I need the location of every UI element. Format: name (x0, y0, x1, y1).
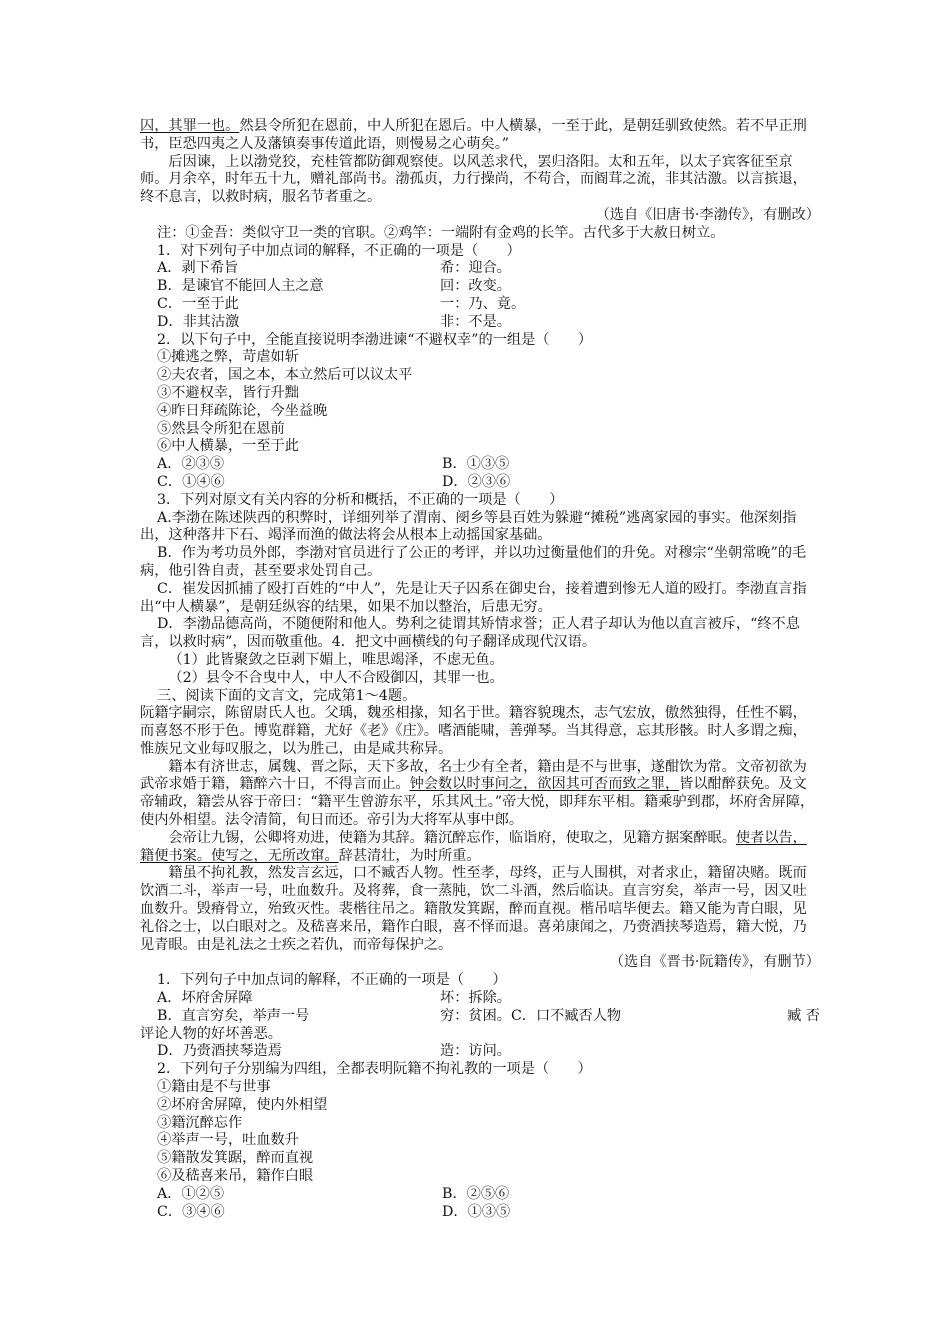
passage1-para2: 后因谏，上以渤党狡，充桂管都防御观察使。以风恙求代，罢归洛阳。太和五年，以太子宾客征至京师。月余卒，时年五十九，赠礼部尚书。渤孤贞，力行操尚，不苟合，而阍茸之流，非其沽激。以言摈退，终不息言，以救时病，服名节者重之。 (140, 153, 807, 206)
underlined-sentence: 囚，其罪一也。 (140, 118, 240, 134)
passage2-para1: 阮籍字嗣宗，陈留尉氏人也。父瑀，魏丞相掾，知名于世。籍容貌瑰杰，志气宏放，傲然独得，任性不羁，而喜怒不形于色。博览群籍，尤好《老》《庄》。嗜酒能啸，善弹琴。当其得意，忘其形骸。时人多谓之痴，惟族兄文业每叹服之，以为胜己，由是咸共称异。 (140, 705, 807, 757)
translation-item: （1）此皆聚敛之臣剥下媚上，唯思竭泽，不虑无鱼。 (168, 651, 504, 668)
option-row: A．①②⑤ B．②⑤⑥ (157, 1185, 510, 1202)
option-row: A．坏府舍屏障 坏：拆除。 (157, 990, 511, 1007)
option-row: B．是谏官不能回人主之意 回：改变。 (157, 278, 511, 295)
footnote: 注：①金吾：类似守卫一类的官职。②鸡竿：一端附有金鸡的长竿。古代多于大赦日树立。 (157, 224, 725, 241)
question-stem: 3．下列对原文有关内容的分析和概括，不正确的一项是（ ） (157, 491, 564, 508)
question-stem: 2．以下句子中，全能直接说明李渤进谏“不避权幸”的一组是（ ） (157, 331, 593, 348)
option-row: B．直言穷矣，举声一号 穷：贫困。C．口不臧否人物 臧 否 (157, 1007, 820, 1024)
option-row: C．一至于此 一：乃、竟。 (157, 295, 526, 312)
passage2-para3: 会帝让九锡，公卿将劝进，使籍为其辞。籍沉醉忘作，临诣府，使取之，见籍方据案醉眠。使者以告，籍便书案。使写之，无所改窜。辞甚清壮，为时所重。 (140, 829, 807, 864)
option-row: A．剥下希旨 希：迎合。 (157, 260, 511, 277)
option-paragraph: B．作为考功员外郎，李渤对官员进行了公正的考评，并以功过衡量他们的升免。对穆宗“坐朝常晚”的毛病，他引咎自责，甚至要求处罚自己。 (140, 545, 807, 579)
underlined-sentence: 钟会数以时事问之，欲因其可否而致之罪， (409, 776, 680, 793)
section-heading: 三、阅读下面的文言文，完成第1～4题。 (157, 687, 417, 704)
option-row: D．乃赍酒挟琴造焉 造：访问。 (157, 1043, 511, 1060)
option-paragraph: D．李渤品德高尚，不随便附和他人。势利之徒谓其矫情求誉；正人君子却认为他以直言被斥，“终不息言，以救时病”，因而敬重他。4．把文中画横线的句子翻译成现代汉语。 (140, 616, 800, 651)
option-paragraph: C．崔发因抓捕了殴打百姓的“中人”，先是让天子囚系在御史台，接着遭到惨无人道的殴打。李渤直言指出“中人横暴”，是朝廷纵容的结果，如果不加以整治，后患无穷。 (140, 580, 807, 615)
question-stem: 1．对下列句子中加点词的解释，不正确的一项是（ ） (157, 242, 521, 259)
option-continuation: 评论人物的好坏善恶。 (140, 1025, 282, 1042)
option-row: C．①④⑥ D．②③⑥ (157, 473, 511, 490)
question-stem: 1．下列句子中加点词的解释，不正确的一项是（ ） (157, 972, 507, 989)
option-row: D．非其沽激 非：不是。 (157, 313, 511, 330)
document-page (140, 118, 820, 1221)
passage2-para2: 籍本有济世志，属魏、晋之际，天下多故，名士少有全者，籍由是不与世事，遂酣饮为常。文帝初欲为武帝求婚于籍，籍醉六十日，不得言而止。钟会数以时事问之，欲因其可否而致之罪，皆以酣醉获免。及文帝辅政，籍尝从容于帝曰：“籍平生曾游东平，乐其风土。”帝大悦，即拜东平相。籍乘驴到郡，坏府舍屏障，使内外相望。法令清简，旬日而还。帝引为大将军从事中郎。 (140, 758, 815, 829)
source-note: （选自《晋书·阮籍传》，有删节） (609, 954, 820, 971)
question-stem: 2．下列句子分别编为四组，全都表明阮籍不拘礼教的一项是（ ） (157, 1061, 592, 1078)
translation-item: （2）县令不合曳中人，中人不合殴御囚，其罪一也。 (168, 669, 504, 686)
source-note: （选自《旧唐书·李渤传》，有删改） (595, 206, 820, 223)
underlined-sentence: 使者以告，籍便书案。使写之，无所改窜。 (140, 829, 807, 864)
passage1-para1: 囚，其罪一也。然县令所犯在恩前，中人所犯在恩后。中人横暴，一至于此，是朝廷驯致使然。若不早正刑书，臣恐四夷之人及藩镇奏事传道此语，则慢易之心萌矣。” (140, 118, 807, 152)
option-row: C．③④⑥ D．①③⑤ (157, 1203, 511, 1220)
item-list: ①籍由是不与世事 ②坏府舍屏障，使内外相望 ③籍沉醉忘作 ④举声一号，吐血数升 ⑤籍散发箕踞，醉而直视 ⑥及嵇喜来吊，籍作白眼 (157, 1079, 328, 1185)
item-list: ①摊逃之弊，苛虐如斩 ②夫农者，国之本，本立然后可以议太平 ③不避权幸，皆行升黜 ④昨日拜疏陈论，今坐益晚 ⑤然县令所犯在恩前 ⑥中人横暴，一至于此 (157, 349, 413, 455)
option-paragraph: A.李渤在陈述陕西的积弊时，详细列举了渭南、阌乡等县百姓为躲避“摊税”逃离家园的事实。他深刻指出，这种落井下石、竭泽而渔的做法将会从根本上动摇国家基础。 (140, 509, 797, 544)
option-row: A．②③⑤ B．①③⑤ (157, 456, 510, 473)
passage2-para4: 籍虽不拘礼教，然发言玄远，口不臧否人物。性至孝，母终，正与人围棋，对者求止，籍留决赌。既而饮酒二斗，举声一号，吐血数升。及将葬，食一蒸肫，饮二斗酒，然后临诀。直言穷矣，举声一号，因又吐血数升。毁瘠骨立，殆致灭性。裴楷往吊之。籍散发箕踞，醉而直视。楷吊唁毕便去。籍又能为青白眼，见礼俗之士，以白眼对之。及嵇喜来吊，籍作白眼，喜不怿而退。喜弟康闻之，乃赍酒挟琴造焉，籍大悦，乃见青眼。由是礼法之士疾之若仇，而帝每保护之。 (140, 865, 807, 953)
